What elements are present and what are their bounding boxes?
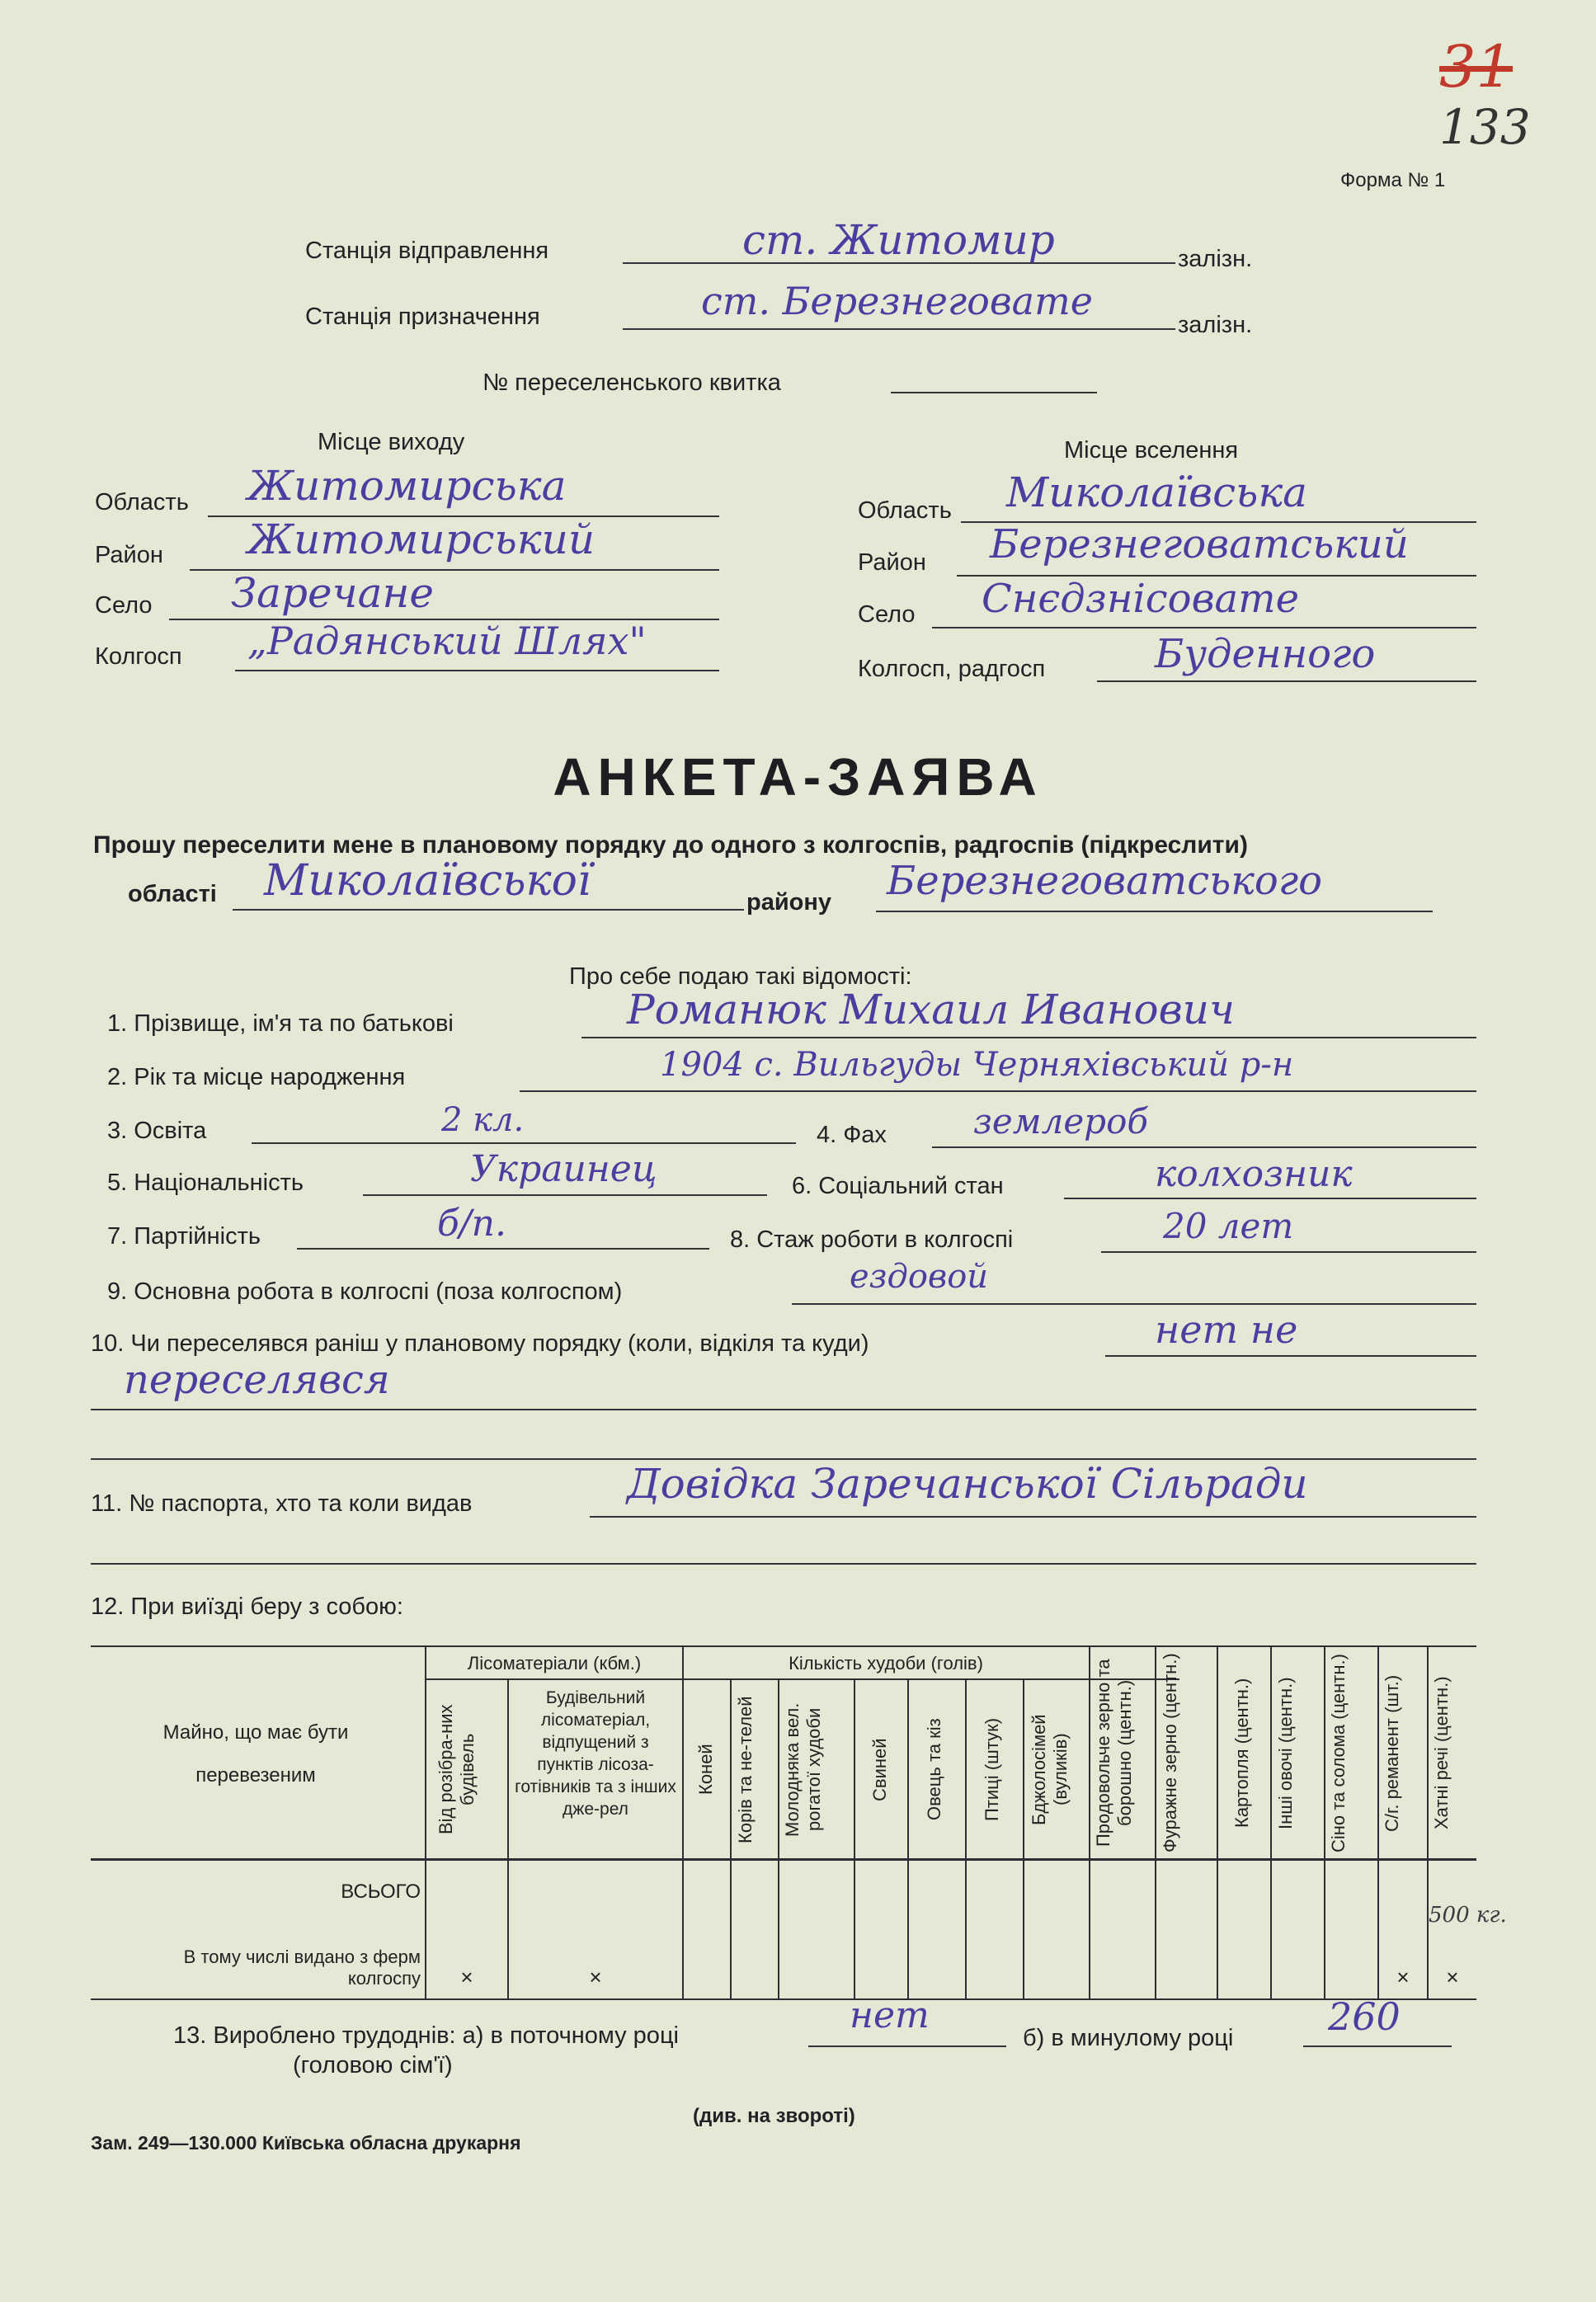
destination-selo-label: Село	[858, 601, 916, 628]
origin-kolhosp-line	[235, 670, 719, 671]
field-11-label: 11. № паспорта, хто та коли видав	[91, 1490, 473, 1517]
field-3-line	[252, 1142, 796, 1144]
destination-kolhosp-value: Буденного	[1155, 631, 1376, 677]
field-5-label: 5. Національність	[107, 1170, 304, 1196]
field-9-value: ездовой	[850, 1258, 989, 1296]
ticket-label: № переселенського квитка	[483, 370, 781, 396]
origin-raion-label: Район	[95, 542, 163, 568]
field-11-value: Довідка Заречанської Сільради	[627, 1460, 1308, 1508]
mark-tools: ×	[1396, 1965, 1410, 1989]
destination-heading: Місце вселення	[1064, 437, 1239, 464]
field-2-label: 2. Рік та місце народження	[107, 1064, 406, 1090]
request-oblast-label: області	[128, 881, 217, 907]
workdays-prev-label: б) в минулому році	[1023, 2025, 1234, 2051]
col-house-header: Хатні речі (центн.)	[1431, 1676, 1452, 1830]
field-2-value: 1904 с. Вильгуды Черняхівський р-н	[660, 1046, 1294, 1084]
field-8-value: 20 лет	[1163, 1206, 1294, 1246]
origin-kolhosp-value: „Радянський Шлях"	[247, 619, 647, 663]
mark-building: ×	[589, 1965, 602, 1989]
destination-rail-suffix: залізн.	[1178, 312, 1253, 338]
total-house-value: 500 кг.	[1429, 1903, 1507, 1928]
field-11-line	[590, 1516, 1476, 1518]
col-bees-header: Бджолосімей (вуликів)	[1029, 1714, 1071, 1825]
col-fodder-header: Фуражне зерно (центн.)	[1160, 1653, 1180, 1853]
archive-number-struck: 31	[1439, 33, 1514, 101]
col-property-header: Майно, що має бути перевезеним	[162, 1721, 349, 1787]
origin-heading: Місце виходу	[318, 429, 465, 455]
origin-raion-value: Житомирський	[247, 515, 596, 563]
workdays-prev-line	[1303, 2045, 1452, 2047]
intro-text: Про себе подаю такі відомості:	[569, 963, 912, 990]
col-hay-header: Сіно та солома (центн.)	[1328, 1654, 1349, 1852]
form-number: Форма № 1	[1340, 169, 1446, 191]
destination-station-label: Станція призначення	[305, 304, 540, 330]
destination-station-value: ст. Березнеговате	[701, 279, 1093, 323]
col-cows-header: Корів та не-телей	[735, 1696, 756, 1843]
field-8-label: 8. Стаж роботи в колгоспі	[730, 1226, 1014, 1253]
field-1-label: 1. Прізвище, ім'я та по батькові	[107, 1010, 454, 1037]
col-horses-header: Коней	[695, 1744, 716, 1796]
form-title: АНКЕТА-ЗАЯВА	[553, 747, 1043, 807]
col-pigs-header: Свиней	[869, 1738, 890, 1801]
row-farm-label: В тому числі видано з ферм колгоспу	[183, 1947, 421, 1989]
field-5-value: Украинец	[470, 1148, 657, 1190]
origin-selo-value: Заречане	[231, 569, 434, 617]
field-5-line	[363, 1194, 767, 1196]
destination-selo-line	[932, 627, 1476, 628]
reverse-note: (див. на звороті)	[693, 2105, 855, 2127]
mark-house: ×	[1446, 1965, 1459, 1989]
printer-info: Зам. 249—130.000 Київська обласна друкарня	[91, 2132, 521, 2154]
origin-selo-label: Село	[95, 592, 153, 619]
request-oblast-line	[233, 909, 744, 911]
destination-kolhosp-label: Колгосп, радгосп	[858, 656, 1046, 682]
field-7-label: 7. Партійність	[107, 1223, 261, 1250]
field-9-line	[792, 1303, 1476, 1305]
field-7-value: б/п.	[437, 1203, 507, 1245]
field-9-label: 9. Основна робота в колгоспі (поза колгоспом)	[107, 1278, 623, 1305]
destination-oblast-label: Область	[858, 497, 952, 524]
col-birds-header: Птиці (штук)	[982, 1717, 1002, 1822]
request-raion-line	[876, 911, 1433, 912]
field-1-line	[581, 1037, 1476, 1038]
departure-station-value: ст. Житомир	[742, 216, 1055, 264]
field-10-line-2	[91, 1409, 1476, 1410]
workdays-current-value: нет	[850, 1994, 930, 2036]
departure-rail-suffix: залізн.	[1178, 246, 1253, 272]
destination-station-line	[623, 328, 1175, 330]
destination-selo-value: Снєдзнісовате	[982, 576, 1300, 622]
origin-kolhosp-label: Колгосп	[95, 643, 182, 670]
request-raion-label: району	[746, 889, 832, 916]
field-8-line	[1101, 1251, 1476, 1253]
field-6-label: 6. Соціальний стан	[792, 1173, 1004, 1199]
col-building-header: Будівельний лісоматеріал, відпущений з пунктів лісоза-готівників та з інших дже-рел	[515, 1688, 676, 1819]
property-table	[91, 1645, 1507, 2000]
col-sheep-header: Овець та кіз	[924, 1718, 944, 1821]
request-line: Прошу переселити мене в плановому порядку до одного з колгоспів, радгоспів (підкреслити)	[93, 831, 1248, 859]
row-total-label: ВСЬОГО	[341, 1881, 421, 1903]
field-10-label: 10. Чи переселявся раніш у плановому порядку (коли, відкіля та куди)	[91, 1330, 869, 1357]
mark-demolished: ×	[460, 1965, 473, 1989]
destination-kolhosp-line	[1097, 680, 1476, 682]
destination-raion-value: Березнеговатський	[990, 521, 1409, 567]
workdays-label: 13. Вироблено трудоднів: а) в поточному році	[173, 2022, 679, 2049]
group-timber-header: Лісоматеріали (кбм.)	[467, 1653, 642, 1674]
request-oblast-value: Миколаївської	[264, 856, 591, 906]
departure-station-label: Станція відправлення	[305, 238, 549, 264]
field-3-label: 3. Освіта	[107, 1118, 207, 1144]
field-2-line	[520, 1090, 1476, 1092]
workdays-prev-value: 260	[1328, 1994, 1401, 2039]
destination-raion-label: Район	[858, 549, 926, 576]
origin-oblast-value: Житомирська	[247, 462, 567, 510]
ticket-line	[891, 392, 1097, 393]
field-3-value: 2 кл.	[441, 1101, 525, 1139]
workdays-sub: (головою сім'ї)	[293, 2052, 453, 2078]
destination-oblast-value: Миколаївська	[1006, 468, 1307, 516]
workdays-current-line	[808, 2045, 1006, 2047]
field-10-value-2: переселявся	[124, 1357, 390, 1403]
col-potato-header: Картопля (центн.)	[1231, 1678, 1252, 1829]
col-tools-header: С/г. реманент (шт.)	[1382, 1674, 1402, 1832]
group-livestock-header: Кількість худоби (голів)	[789, 1653, 983, 1674]
field-11-line-2	[91, 1563, 1476, 1565]
field-4-line	[932, 1146, 1476, 1148]
col-veg-header: Інші овочі (центн.)	[1275, 1677, 1296, 1829]
archive-number: 133	[1439, 99, 1531, 155]
field-6-line	[1064, 1198, 1476, 1199]
field-1-value: Романюк Михаил Иванович	[627, 986, 1236, 1033]
col-grain-header: Продовольче зерно та борошно (центн.)	[1093, 1659, 1135, 1848]
col-demolished-header: Від розібра-них будівель	[435, 1704, 478, 1835]
field-4-label: 4. Фах	[817, 1122, 887, 1148]
request-raion-value: Березнеговатського	[887, 858, 1322, 904]
origin-oblast-label: Область	[95, 489, 189, 515]
field-10-line-1	[1105, 1355, 1476, 1357]
field-4-value: землероб	[973, 1101, 1148, 1142]
col-young-header: Молодняка вел. рогатої худоби	[782, 1702, 824, 1837]
field-6-value: колхозник	[1155, 1153, 1353, 1195]
field-12-label: 12. При виїзді беру з собою:	[91, 1594, 403, 1620]
field-7-line	[297, 1248, 709, 1250]
field-10-value-1: нет не	[1155, 1307, 1298, 1352]
